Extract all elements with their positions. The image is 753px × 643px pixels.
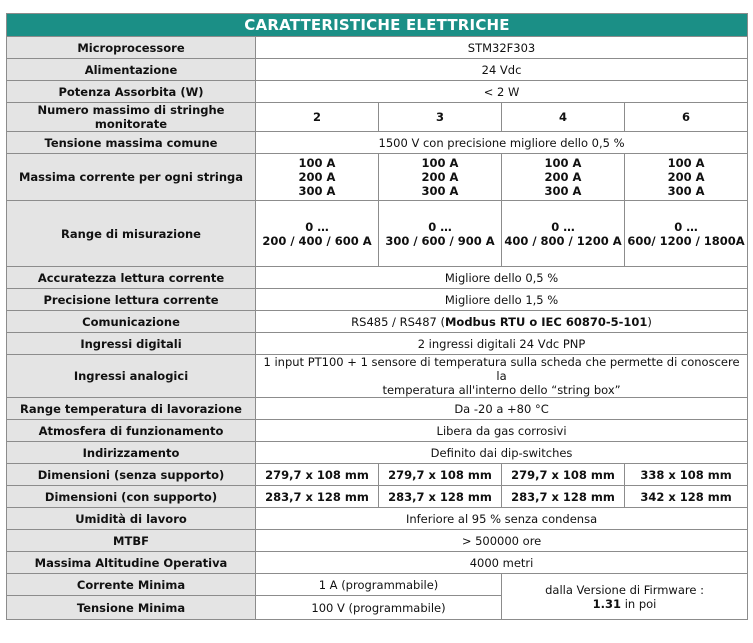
row-value [256,311,748,333]
row-value: 4000 metri [256,552,748,574]
strings-4: 4 [502,103,625,132]
range-cell [256,201,379,267]
row-label: Tensione Minima [7,596,256,620]
current-100: 100 A [421,156,459,170]
row-value: 2 ingressi digitali 24 Vdc PNP [256,333,748,355]
row-value: > 500000 ore [256,530,748,552]
table-row [7,81,748,103]
row-value: Inferiore al 95 % senza condensa [256,508,748,530]
table-row [7,267,748,289]
row-label: Alimentazione [7,59,256,81]
row-value: 1500 V con precisione migliore dello 0,5 % [256,132,748,154]
range-start: 0 … [428,219,452,234]
row-label: Accuratezza lettura corrente [7,267,256,289]
strings-2: 2 [256,103,379,132]
row-value: Migliore dello 1,5 % [256,289,748,311]
current-300: 300 A [544,184,582,198]
row-value: Da -20 a +80 °C [256,398,748,420]
row-label: Potenza Assorbita (W) [7,81,256,103]
row-value: Libera da gas corrosivi [256,420,748,442]
current-300: 300 A [421,184,459,198]
table-row [7,552,748,574]
row-value: Migliore dello 0,5 % [256,267,748,289]
dim-cell: 283,7 x 128 mm [502,486,625,508]
row-label: Precisione lettura corrente [7,289,256,311]
current-200: 200 A [544,170,582,184]
row-label: Range temperatura di lavorazione [7,398,256,420]
table-row [7,442,748,464]
dim-cell: 279,7 x 108 mm [256,464,379,486]
row-label: Atmosfera di funzionamento [7,420,256,442]
table-row [7,574,748,596]
firmware-note [502,574,748,620]
range-start: 0 … [674,219,698,234]
table-row [7,289,748,311]
current-200: 200 A [421,170,459,184]
table-row [7,59,748,81]
row-label: Tensione massima comune [7,132,256,154]
row-value: STM32F303 [256,37,748,59]
row-label: Massima Altitudine Operativa [7,552,256,574]
firmware-suffix: in poi [621,596,657,611]
current-100: 100 A [667,156,705,170]
row-label: Massima corrente per ogni stringa [7,154,256,201]
row-value: 1 A (programmabile) [256,574,502,596]
table-row [7,530,748,552]
current-200: 200 A [667,170,705,184]
table-row [7,420,748,442]
current-cell [379,154,502,201]
dim-cell: 338 x 108 mm [625,464,748,486]
table-row [7,398,748,420]
row-label: MTBF [7,530,256,552]
current-300: 300 A [667,184,705,198]
firmware-version-line [504,597,745,611]
current-cell [625,154,748,201]
range-values: 200 / 400 / 600 A [262,233,372,248]
row-label: Umidità di lavoro [7,508,256,530]
dim-cell: 283,7 x 128 mm [256,486,379,508]
title-row [7,14,748,37]
table-row [7,37,748,59]
strings-3: 3 [379,103,502,132]
table-row [7,132,748,154]
current-cell [256,154,379,201]
current-300: 300 A [298,184,336,198]
range-start: 0 … [305,219,329,234]
row-value: Definito dai dip-switches [256,442,748,464]
table-row [7,333,748,355]
specs-table-container [6,13,747,620]
table-title: CARATTERISTICHE ELETTRICHE [7,14,748,37]
row-label: Microprocessore [7,37,256,59]
dim-cell: 342 x 128 mm [625,486,748,508]
row-label: Numero massimo di stringhe monitorate [7,103,256,132]
strings-6: 6 [625,103,748,132]
row-value: < 2 W [256,81,748,103]
row-value [256,355,748,398]
table-row [7,154,748,201]
analog-line-1: 1 input PT100 + 1 sensore di temperatura sulla scheda che permette di conoscere la [263,355,740,383]
current-200: 200 A [298,170,336,184]
table-row [7,103,748,132]
row-label: Comunicazione [7,311,256,333]
comm-prefix: RS485 / RS487 ( [351,314,445,329]
table-row [7,311,748,333]
row-value: 24 Vdc [256,59,748,81]
current-100: 100 A [298,156,336,170]
row-label: Ingressi digitali [7,333,256,355]
table-row [7,201,748,267]
dim-cell: 279,7 x 108 mm [379,464,502,486]
row-value: 100 V (programmabile) [256,596,502,620]
comm-protocols: Modbus RTU o IEC 60870-5-101 [444,314,648,329]
firmware-line: dalla Versione di Firmware : [545,582,704,597]
row-label: Indirizzamento [7,442,256,464]
range-values: 400 / 800 / 1200 A [504,233,622,248]
comm-suffix: ) [647,314,652,329]
analog-line-2: temperatura all'interno dello “string box” [382,383,621,397]
dim-cell: 283,7 x 128 mm [379,486,502,508]
row-label: Corrente Minima [7,574,256,596]
row-label: Dimensioni (con supporto) [7,486,256,508]
dim-cell: 279,7 x 108 mm [502,464,625,486]
range-values: 300 / 600 / 900 A [385,233,495,248]
current-100: 100 A [544,156,582,170]
range-cell [502,201,625,267]
electrical-specs-table [6,13,748,620]
table-row [7,486,748,508]
table-row [7,464,748,486]
range-cell [625,201,748,267]
range-values: 600/ 1200 / 1800A [627,233,745,248]
row-label: Range di misurazione [7,201,256,267]
current-cell [502,154,625,201]
firmware-version: 1.31 [592,596,622,611]
range-cell [379,201,502,267]
row-label: Dimensioni (senza supporto) [7,464,256,486]
table-row [7,355,748,398]
table-row [7,508,748,530]
range-start: 0 … [551,219,575,234]
row-label: Ingressi analogici [7,355,256,398]
